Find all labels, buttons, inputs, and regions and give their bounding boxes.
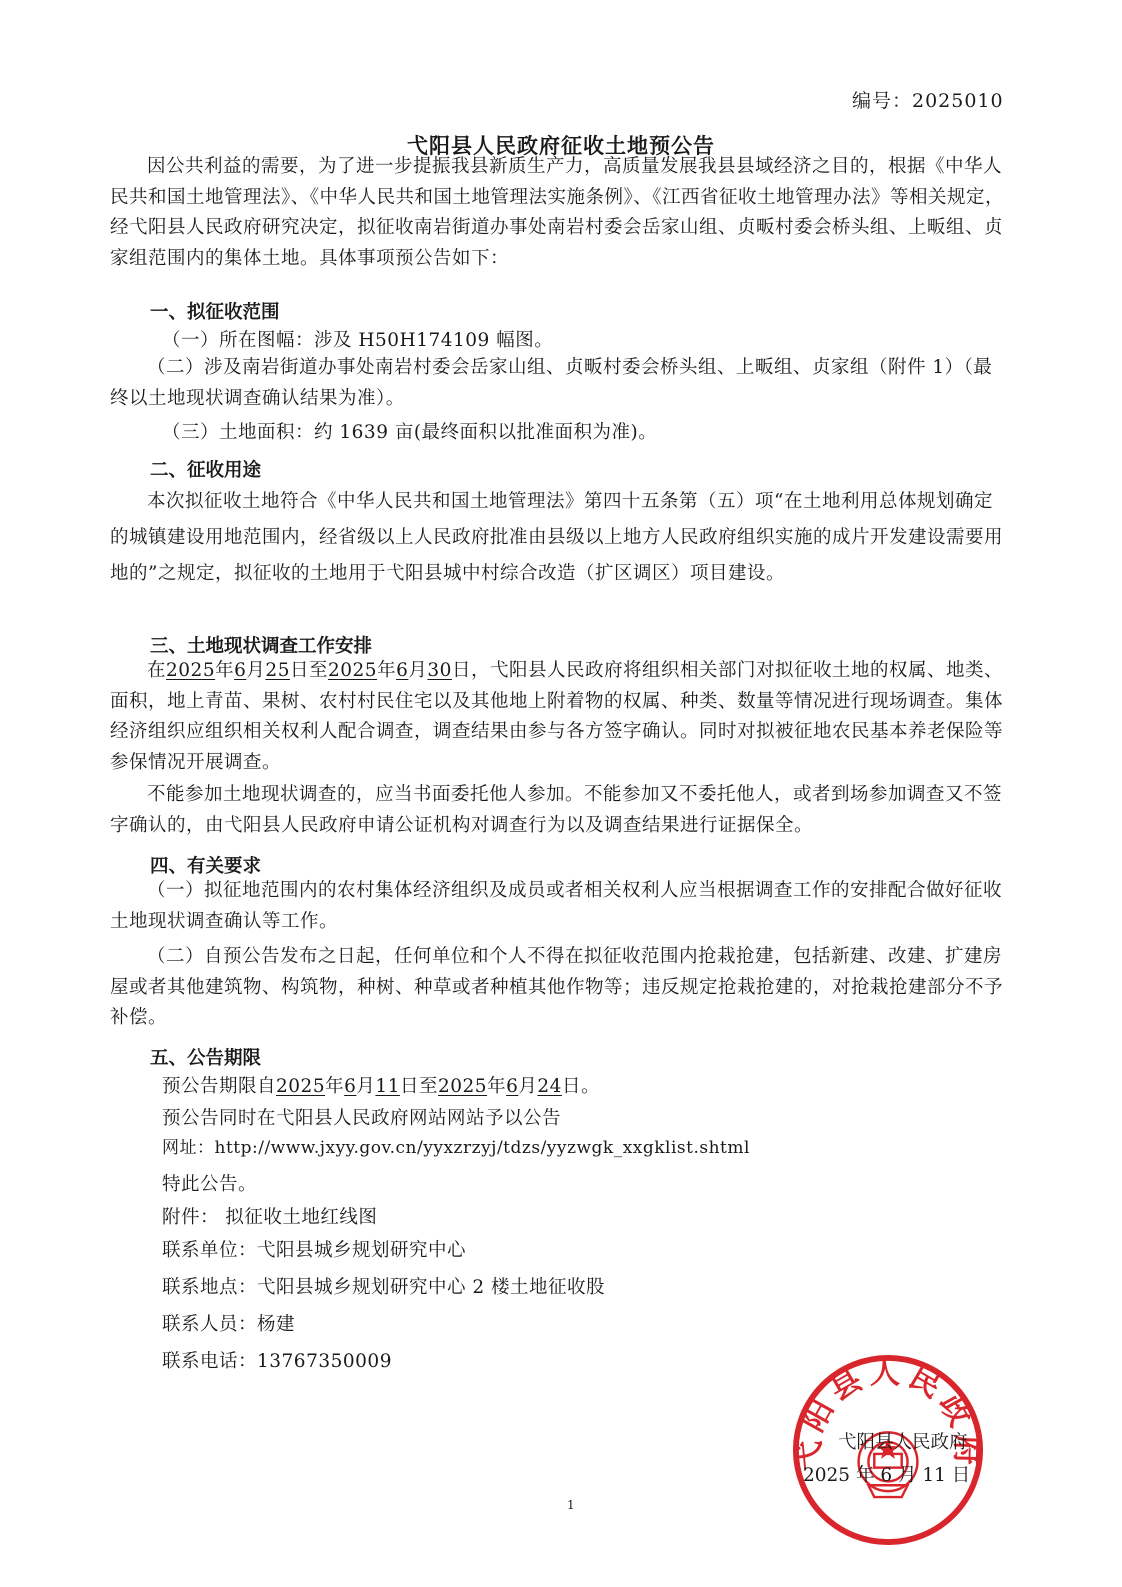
website-note: 预公告同时在弋阳县人民政府网站网站予以公告	[162, 1108, 562, 1129]
s5-text-e: 年	[487, 1076, 507, 1097]
document-title: 弋阳县人民政府征收土地预公告	[407, 134, 715, 158]
announcement-period	[162, 1072, 600, 1098]
seal-arc-text: 弋阳县人民政府	[792, 1355, 984, 1472]
website-url[interactable]: 网址：http://www.jxyy.gov.cn/yyxzrzyj/tdzs/yyzwgk_xxgklist.shtml	[162, 1138, 750, 1158]
survey-end-year: 2025	[327, 660, 378, 681]
survey-start-month: 6	[234, 660, 247, 681]
survey-start-day: 25	[265, 660, 290, 681]
s5-text-c: 月	[356, 1076, 376, 1097]
intro-paragraph: 因公共利益的需要，为了进一步提振我县新质生产力，高质量发展我县县域经济之目的，根据《中华人民共和国土地管理法》、《中华人民共和国土地管理法实施条例》、《江西省征收土地管理办法》等相关规定，经弋阳县人民政府研究决定，拟征收南岩街道办事处南岩村委会岳家山组、贞畈村委会桥头组、上畈组、贞家组范围内的集体土地。具体事项预公告如下：	[110, 156, 1005, 269]
signature-org: 弋阳县人民政府	[838, 1432, 968, 1453]
closing-text: 特此公告。	[162, 1174, 258, 1195]
section1-item3: （三）土地面积：约 1639 亩(最终面积以批准面积为准)。	[162, 422, 658, 443]
s3-text-d: 日至	[289, 660, 328, 681]
period-end-day: 24	[537, 1076, 562, 1097]
contact-phone: 联系电话：13767350009	[162, 1351, 392, 1372]
survey-end-month: 6	[396, 660, 409, 681]
section1-item2: （二）涉及南岩街道办事处南岩村委会岳家山组、贞畈村委会桥头组、上畈组、贞家组（附件 1）（最终以土地现状调查确认结果为准）。	[110, 357, 993, 409]
survey-start-year: 2025	[166, 660, 216, 681]
s3-text-g: 日，弋阳县人民政府将组织相关部门对拟征收土地的权属、地类、面积，地上青苗、果树、农村村民住宅以及其他地上附着物的权属、种类、数量等情况进行现场调查。集体经济组织应组织相关权利人配合调查，调查结果由参与各方签字确认。同时对拟被征地农民基本养老保险等参保情况开展调查。	[110, 660, 1004, 773]
s5-text-a: 预公告期限自	[162, 1076, 277, 1097]
section3-paragraph1	[110, 656, 1010, 778]
section1-item1: （一）所在图幅：涉及 H50H174109 幅图。	[162, 330, 554, 351]
page-number: 1	[567, 1498, 575, 1512]
period-end-month: 6	[506, 1076, 519, 1097]
s5-text-g: 日。	[561, 1076, 600, 1097]
section1-heading: 一、拟征收范围	[150, 302, 280, 323]
s5-text-b: 年	[325, 1076, 345, 1097]
period-end-year: 2025	[437, 1076, 488, 1097]
contact-unit: 联系单位：弋阳县城乡规划研究中心	[162, 1240, 467, 1261]
document-number: 编号：2025010	[852, 90, 1004, 112]
section4-heading: 四、有关要求	[150, 856, 262, 877]
s3-text-c: 月	[246, 660, 266, 681]
period-start-month: 6	[344, 1076, 357, 1097]
section2-heading: 二、征收用途	[150, 460, 262, 481]
s3-text-f: 月	[408, 660, 428, 681]
s5-text-d: 日至	[399, 1076, 438, 1097]
section4-item2: （二）自预公告发布之日起，任何单位和个人不得在拟征收范围内抢栽抢建，包括新建、改建、扩建房屋或者其他建筑物、构筑物，种树、种草或者种植其他作物等；违反规定抢栽抢建的，对抢栽抢建部分不予补偿。	[110, 946, 1004, 1028]
survey-end-day: 30	[427, 660, 452, 681]
section4-item1: （一）拟征地范围内的农村集体经济组织及成员或者相关权利人应当根据调查工作的安排配合做好征收土地现状调查确认等工作。	[110, 880, 1003, 932]
period-start-year: 2025	[276, 1076, 326, 1097]
s3-text-b: 年	[215, 660, 235, 681]
section3-paragraph2: 不能参加土地现状调查的，应当书面委托他人参加。不能参加又不委托他人，或者到场参加调查又不签字确认的，由弋阳县人民政府申请公证机构对调查行为以及调查结果进行证据保全。	[110, 784, 1003, 836]
contact-address: 联系地点：弋阳县城乡规划研究中心 2 楼土地征收股	[162, 1277, 606, 1298]
contact-person: 联系人员：杨建	[162, 1314, 296, 1335]
section5-heading: 五、公告期限	[150, 1048, 262, 1069]
s5-text-f: 月	[518, 1076, 538, 1097]
section2-body: 本次拟征收土地符合《中华人民共和国土地管理法》第四十五条第（五）项“在土地利用总体规划确定的城镇建设用地范围内，经省级以上人民政府批准由县级以上地方人民政府组织实施的成片开发建设需要用地的”之规定，拟征收的土地用于弋阳县城中村综合改造（扩区调区）项目建设。	[110, 491, 1004, 584]
s3-text-e: 年	[377, 660, 397, 681]
signature-date: 2025 年 6 月 11 日	[803, 1465, 971, 1486]
period-start-day: 11	[375, 1076, 400, 1097]
attachment-line: 附件： 拟征收土地红线图	[162, 1207, 378, 1228]
section3-heading: 三、土地现状调查工作安排	[150, 636, 373, 657]
s3-text-a: 在	[147, 660, 167, 681]
